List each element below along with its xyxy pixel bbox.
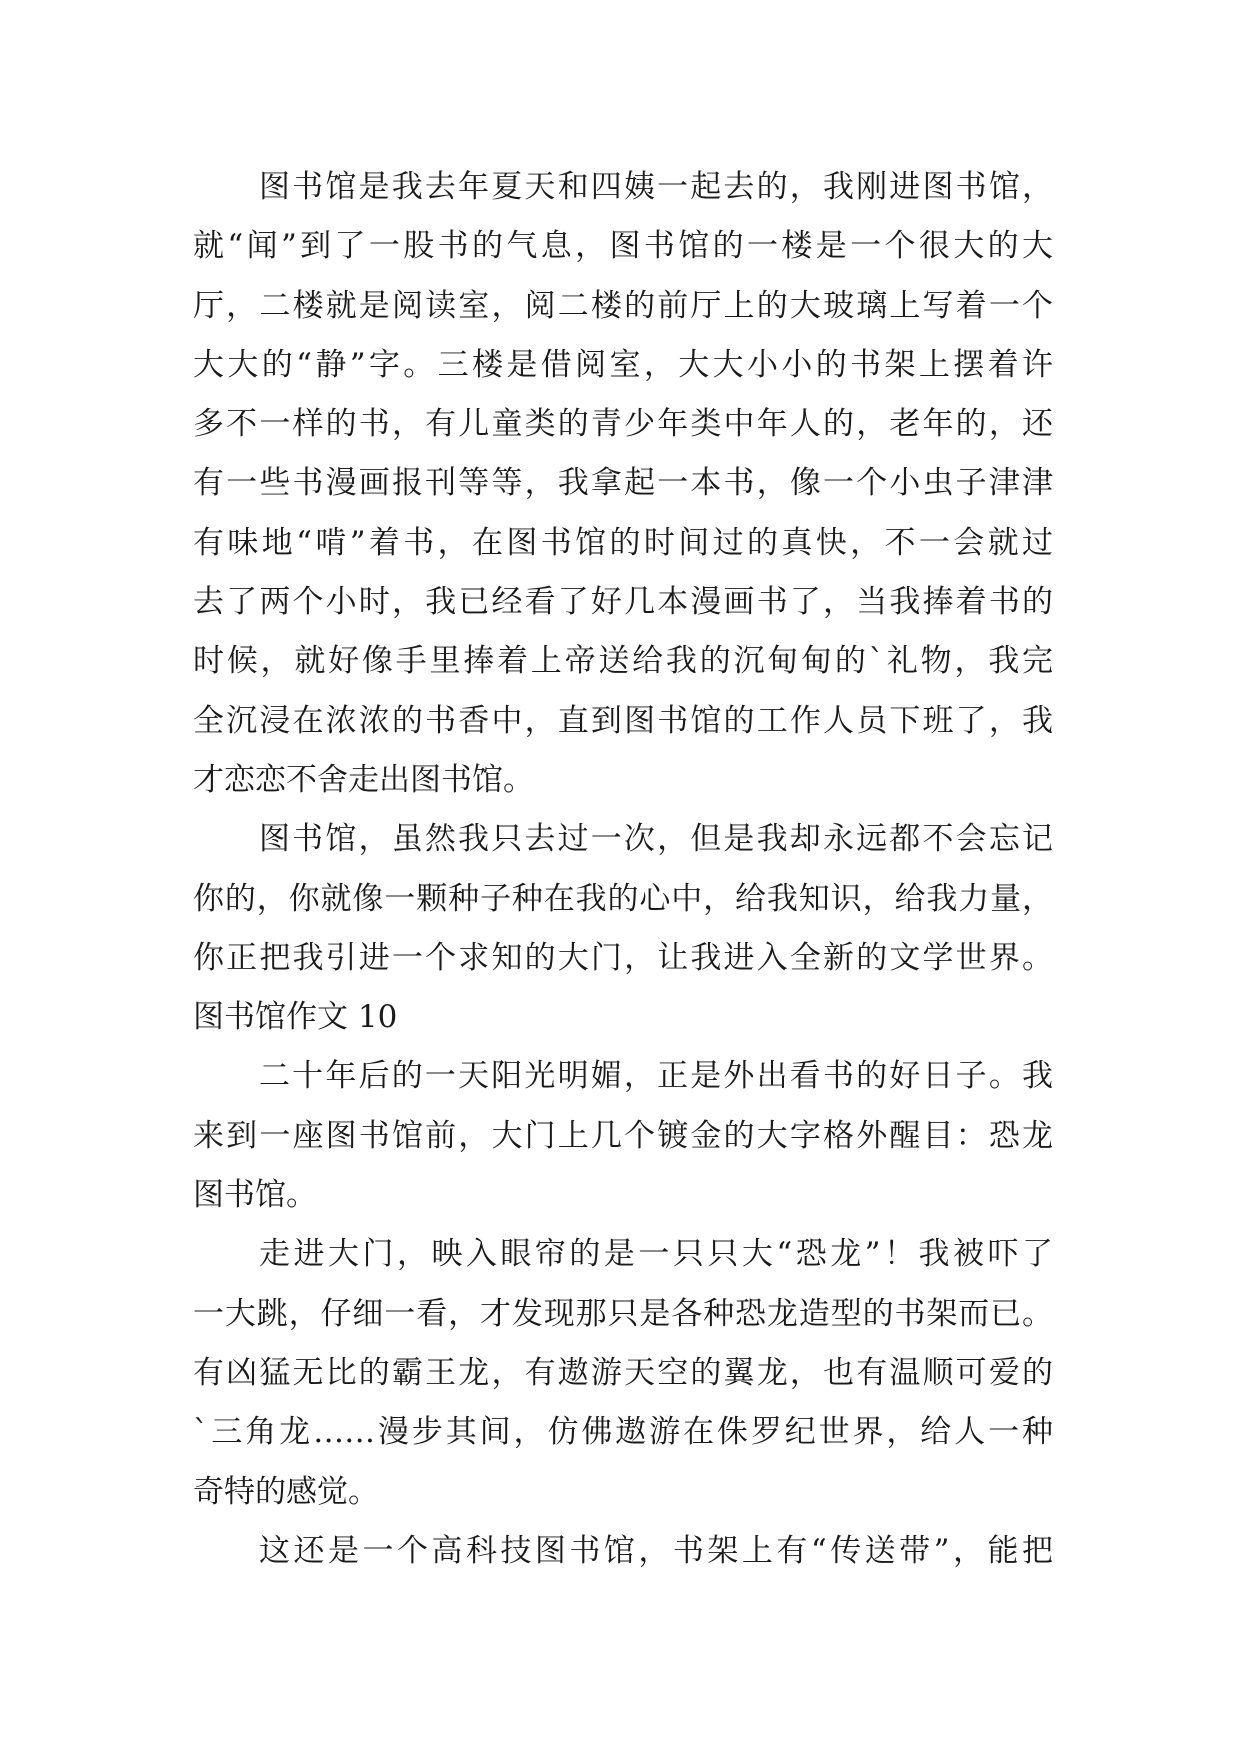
text-line: 走进大门，映入眼帘的是一只只大“恐龙”！我被吓了 xyxy=(259,1236,1053,1273)
text-line: 这还是一个高科技图书馆，书架上有“传送带”，能把 xyxy=(259,1532,1053,1569)
text-line: 多不一样的书，有儿童类的青少年类中年人的，老年的，还 xyxy=(193,406,1053,443)
text-line: 大大的“静”字。三楼是借阅室，大大小小的书架上摆着许 xyxy=(193,346,1053,383)
text-line: 有一些书漫画报刊等等，我拿起一本书，像一个小虫子津津 xyxy=(193,465,1053,502)
text-line: 图书馆作文 10 xyxy=(193,999,398,1036)
text-line: 你的，你就像一颗种子种在我的心中，给我知识，给我力量， xyxy=(193,880,1053,917)
text-line: 二十年后的一天阳光明媚，正是外出看书的好日子。我 xyxy=(259,1058,1053,1095)
text-line: 你正把我引进一个求知的大门，让我进入全新的文学世界。 xyxy=(193,939,1053,976)
document-body xyxy=(193,158,1053,1581)
text-line: 奇特的感觉。 xyxy=(193,1473,379,1510)
text-line: 厅，二楼就是阅读室，阅二楼的前厅上的大玻璃上写着一个 xyxy=(193,287,1053,324)
text-line: 有味地“啃”着书，在图书馆的时间过的真快，不一会就过 xyxy=(193,524,1053,561)
text-line: 才恋恋不舍走出图书馆。 xyxy=(193,761,534,798)
text-line: 去了两个小时，我已经看了好几本漫画书了，当我捧着书的 xyxy=(193,584,1053,621)
text-line: 图书馆，虽然我只去过一次，但是我却永远都不会忘记 xyxy=(259,821,1053,858)
text-line: 一大跳，仔细一看，才发现那只是各种恐龙造型的书架而已。 xyxy=(193,1295,1053,1332)
text-line: 来到一座图书馆前，大门上几个镀金的大字格外醒目：恐龙 xyxy=(193,1117,1053,1154)
text-line: 图书馆是我去年夏天和四姨一起去的，我刚进图书馆， xyxy=(259,169,1053,205)
text-line: 有凶猛无比的霸王龙，有遨游天空的翼龙，也有温顺可爱的 xyxy=(193,1354,1053,1391)
text-line: 图书馆。 xyxy=(193,1177,317,1214)
text-line: `三角龙……漫步其间，仿佛遨游在侏罗纪世界，给人一种 xyxy=(193,1414,1053,1451)
text-line: 时候，就好像手里捧着上帝送给我的沉甸甸的`礼物，我完 xyxy=(193,643,1053,680)
text-line: 全沉浸在浓浓的书香中，直到图书馆的工作人员下班了，我 xyxy=(193,702,1053,739)
text-line: 就“闻”到了一股书的气息，图书馆的一楼是一个很大的大 xyxy=(193,228,1053,265)
